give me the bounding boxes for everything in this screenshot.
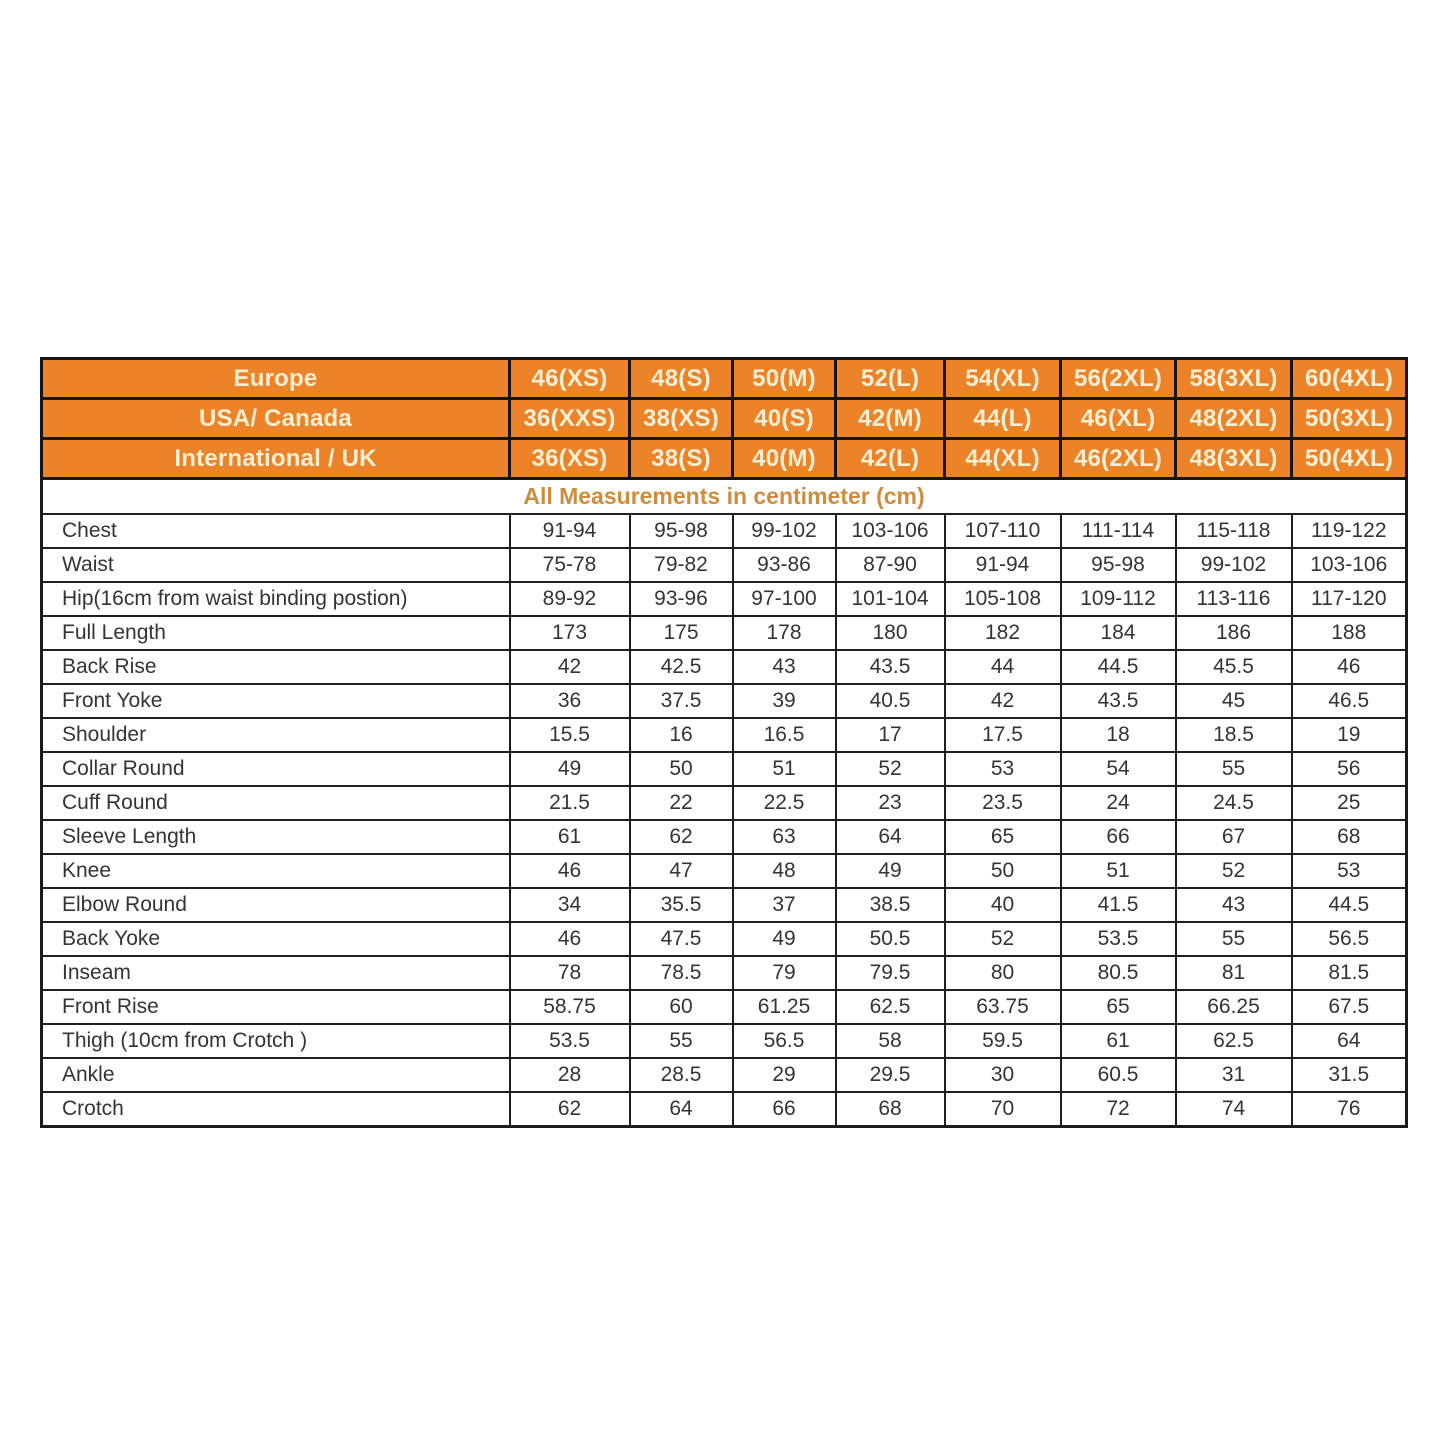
size-cell: 50(3XL) (1292, 399, 1407, 439)
measurement-value: 80 (945, 956, 1061, 990)
measurement-value: 19 (1292, 718, 1407, 752)
size-cell: 48(3XL) (1176, 439, 1292, 479)
measurement-value: 67 (1176, 820, 1292, 854)
measurement-value: 58 (836, 1024, 945, 1058)
measurement-value: 17.5 (945, 718, 1061, 752)
measurement-value: 55 (1176, 752, 1292, 786)
size-cell: 50(4XL) (1292, 439, 1407, 479)
measurement-row (42, 922, 1407, 956)
measurement-value: 66 (733, 1092, 836, 1127)
measurement-label: Cuff Round (42, 786, 510, 820)
measurement-value: 64 (1292, 1024, 1407, 1058)
measurement-value: 18.5 (1176, 718, 1292, 752)
measurement-value: 188 (1292, 616, 1407, 650)
measurement-label: Full Length (42, 616, 510, 650)
measurement-value: 51 (733, 752, 836, 786)
measurement-row (42, 990, 1407, 1024)
measurement-label: Crotch (42, 1092, 510, 1127)
measurement-value: 18 (1061, 718, 1176, 752)
measurement-value: 99-102 (1176, 548, 1292, 582)
size-cell: 52(L) (836, 359, 945, 399)
measurement-value: 53 (1292, 854, 1407, 888)
measurement-row (42, 854, 1407, 888)
measurement-value: 55 (1176, 922, 1292, 956)
measurement-value: 60.5 (1061, 1058, 1176, 1092)
measurement-label: Ankle (42, 1058, 510, 1092)
measurement-row (42, 820, 1407, 854)
size-cell: 46(XL) (1061, 399, 1176, 439)
measurement-label: Back Rise (42, 650, 510, 684)
size-cell: 48(2XL) (1176, 399, 1292, 439)
measurement-value: 50 (630, 752, 733, 786)
measurement-value: 43.5 (1061, 684, 1176, 718)
measurement-value: 24 (1061, 786, 1176, 820)
measurement-value: 79.5 (836, 956, 945, 990)
measurement-value: 93-86 (733, 548, 836, 582)
measurement-value: 62.5 (1176, 1024, 1292, 1058)
measurement-value: 16.5 (733, 718, 836, 752)
size-cell: 46(2XL) (1061, 439, 1176, 479)
measurement-value: 43 (1176, 888, 1292, 922)
measurement-value: 40 (945, 888, 1061, 922)
measurement-value: 56 (1292, 752, 1407, 786)
size-cell: 58(3XL) (1176, 359, 1292, 399)
measurement-value: 95-98 (630, 514, 733, 548)
measurement-value: 49 (836, 854, 945, 888)
measurement-value: 28.5 (630, 1058, 733, 1092)
measurement-label: Front Yoke (42, 684, 510, 718)
measurement-value: 70 (945, 1092, 1061, 1127)
measurement-value: 103-106 (1292, 548, 1407, 582)
measurement-value: 62 (510, 1092, 630, 1127)
measurement-value: 173 (510, 616, 630, 650)
measurement-value: 17 (836, 718, 945, 752)
measurement-value: 39 (733, 684, 836, 718)
measurement-value: 43 (733, 650, 836, 684)
measurement-value: 48 (733, 854, 836, 888)
measurement-value: 65 (945, 820, 1061, 854)
measurement-value: 61 (1061, 1024, 1176, 1058)
measurement-value: 74 (1176, 1092, 1292, 1127)
measurement-value: 37 (733, 888, 836, 922)
measurement-value: 115-118 (1176, 514, 1292, 548)
measurement-row (42, 616, 1407, 650)
measurement-label: Shoulder (42, 718, 510, 752)
measurement-value: 53.5 (1061, 922, 1176, 956)
measurement-label: Thigh (10cm from Crotch ) (42, 1024, 510, 1058)
measurement-value: 107-110 (945, 514, 1061, 548)
size-chart-table (40, 357, 1408, 1128)
measurement-label: Back Yoke (42, 922, 510, 956)
measurement-value: 89-92 (510, 582, 630, 616)
measurement-value: 75-78 (510, 548, 630, 582)
measurement-value: 105-108 (945, 582, 1061, 616)
measurement-value: 76 (1292, 1092, 1407, 1127)
measurement-value: 182 (945, 616, 1061, 650)
measurement-value: 52 (945, 922, 1061, 956)
measurement-row (42, 1092, 1407, 1127)
measurement-value: 79-82 (630, 548, 733, 582)
region-label: USA/ Canada (42, 399, 510, 439)
measurement-value: 186 (1176, 616, 1292, 650)
measurement-value: 40.5 (836, 684, 945, 718)
measurement-value: 52 (1176, 854, 1292, 888)
measurement-value: 47 (630, 854, 733, 888)
measurement-value: 72 (1061, 1092, 1176, 1127)
measurement-value: 46.5 (1292, 684, 1407, 718)
measurement-row (42, 1024, 1407, 1058)
size-cell: 48(S) (630, 359, 733, 399)
measurement-value: 64 (836, 820, 945, 854)
measurement-value: 41.5 (1061, 888, 1176, 922)
measurement-value: 36 (510, 684, 630, 718)
measurement-value: 119-122 (1292, 514, 1407, 548)
size-cell: 36(XS) (510, 439, 630, 479)
measurement-label: Waist (42, 548, 510, 582)
measurement-value: 63.75 (945, 990, 1061, 1024)
measurement-value: 50.5 (836, 922, 945, 956)
size-cell: 60(4XL) (1292, 359, 1407, 399)
measurement-value: 178 (733, 616, 836, 650)
measurement-value: 21.5 (510, 786, 630, 820)
measurement-value: 43.5 (836, 650, 945, 684)
measurement-row (42, 650, 1407, 684)
measurement-value: 61.25 (733, 990, 836, 1024)
measurement-row (42, 1058, 1407, 1092)
measurement-label: Sleeve Length (42, 820, 510, 854)
measurement-value: 67.5 (1292, 990, 1407, 1024)
size-cell: 40(S) (733, 399, 836, 439)
measurement-value: 62.5 (836, 990, 945, 1024)
size-header-row (42, 399, 1407, 439)
measurement-value: 45.5 (1176, 650, 1292, 684)
units-note-row (42, 479, 1407, 515)
size-header-row (42, 439, 1407, 479)
measurement-value: 66.25 (1176, 990, 1292, 1024)
measurement-value: 59.5 (945, 1024, 1061, 1058)
measurement-value: 87-90 (836, 548, 945, 582)
measurement-value: 103-106 (836, 514, 945, 548)
measurement-value: 52 (836, 752, 945, 786)
measurement-value: 97-100 (733, 582, 836, 616)
measurement-value: 175 (630, 616, 733, 650)
measurement-value: 45 (1176, 684, 1292, 718)
measurement-value: 30 (945, 1058, 1061, 1092)
measurement-label: Inseam (42, 956, 510, 990)
measurement-value: 101-104 (836, 582, 945, 616)
size-cell: 44(L) (945, 399, 1061, 439)
measurement-value: 15.5 (510, 718, 630, 752)
size-cell: 54(XL) (945, 359, 1061, 399)
size-cell: 50(M) (733, 359, 836, 399)
measurement-value: 55 (630, 1024, 733, 1058)
measurement-value: 38.5 (836, 888, 945, 922)
size-cell: 42(M) (836, 399, 945, 439)
measurement-row (42, 582, 1407, 616)
measurement-value: 23.5 (945, 786, 1061, 820)
measurement-row (42, 548, 1407, 582)
measurement-value: 34 (510, 888, 630, 922)
measurement-value: 28 (510, 1058, 630, 1092)
measurement-row (42, 514, 1407, 548)
measurement-value: 68 (1292, 820, 1407, 854)
measurement-value: 46 (1292, 650, 1407, 684)
measurement-value: 80.5 (1061, 956, 1176, 990)
measurement-value: 180 (836, 616, 945, 650)
size-cell: 38(XS) (630, 399, 733, 439)
measurement-value: 42 (510, 650, 630, 684)
measurement-value: 99-102 (733, 514, 836, 548)
measurement-value: 53.5 (510, 1024, 630, 1058)
measurement-value: 24.5 (1176, 786, 1292, 820)
measurement-value: 56.5 (1292, 922, 1407, 956)
measurement-value: 81 (1176, 956, 1292, 990)
measurement-row (42, 752, 1407, 786)
measurement-value: 22 (630, 786, 733, 820)
measurement-value: 44 (945, 650, 1061, 684)
measurement-value: 42.5 (630, 650, 733, 684)
measurement-value: 37.5 (630, 684, 733, 718)
measurement-label: Front Rise (42, 990, 510, 1024)
units-note: All Measurements in centimeter (cm) (42, 479, 1407, 515)
measurement-value: 49 (733, 922, 836, 956)
measurement-value: 31.5 (1292, 1058, 1407, 1092)
measurement-value: 61 (510, 820, 630, 854)
measurement-value: 44.5 (1292, 888, 1407, 922)
measurement-row (42, 786, 1407, 820)
measurement-value: 78 (510, 956, 630, 990)
measurement-value: 66 (1061, 820, 1176, 854)
size-cell: 38(S) (630, 439, 733, 479)
measurement-label: Elbow Round (42, 888, 510, 922)
measurement-value: 56.5 (733, 1024, 836, 1058)
measurement-value: 29 (733, 1058, 836, 1092)
measurement-value: 35.5 (630, 888, 733, 922)
measurement-value: 46 (510, 854, 630, 888)
measurement-value: 65 (1061, 990, 1176, 1024)
measurement-value: 113-116 (1176, 582, 1292, 616)
measurement-row (42, 684, 1407, 718)
measurement-label: Knee (42, 854, 510, 888)
measurement-value: 109-112 (1061, 582, 1176, 616)
measurement-value: 22.5 (733, 786, 836, 820)
measurement-value: 78.5 (630, 956, 733, 990)
measurement-value: 49 (510, 752, 630, 786)
measurement-value: 23 (836, 786, 945, 820)
measurement-value: 53 (945, 752, 1061, 786)
measurement-value: 51 (1061, 854, 1176, 888)
measurement-value: 31 (1176, 1058, 1292, 1092)
measurement-row (42, 888, 1407, 922)
measurement-row (42, 718, 1407, 752)
measurement-value: 64 (630, 1092, 733, 1127)
measurement-row (42, 956, 1407, 990)
measurement-value: 79 (733, 956, 836, 990)
measurement-value: 47.5 (630, 922, 733, 956)
measurement-value: 25 (1292, 786, 1407, 820)
measurement-value: 42 (945, 684, 1061, 718)
measurement-value: 54 (1061, 752, 1176, 786)
measurement-value: 50 (945, 854, 1061, 888)
measurement-value: 16 (630, 718, 733, 752)
measurement-value: 44.5 (1061, 650, 1176, 684)
measurement-value: 60 (630, 990, 733, 1024)
region-label: International / UK (42, 439, 510, 479)
measurement-value: 58.75 (510, 990, 630, 1024)
measurement-value: 184 (1061, 616, 1176, 650)
measurement-value: 63 (733, 820, 836, 854)
size-cell: 56(2XL) (1061, 359, 1176, 399)
size-cell: 42(L) (836, 439, 945, 479)
region-label: Europe (42, 359, 510, 399)
measurement-value: 91-94 (945, 548, 1061, 582)
measurement-label: Chest (42, 514, 510, 548)
size-cell: 40(M) (733, 439, 836, 479)
measurement-value: 93-96 (630, 582, 733, 616)
size-cell: 44(XL) (945, 439, 1061, 479)
size-header-row (42, 359, 1407, 399)
measurement-value: 111-114 (1061, 514, 1176, 548)
measurement-label: Collar Round (42, 752, 510, 786)
measurement-value: 29.5 (836, 1058, 945, 1092)
measurement-value: 62 (630, 820, 733, 854)
measurement-value: 117-120 (1292, 582, 1407, 616)
measurement-label: Hip(16cm from waist binding postion) (42, 582, 510, 616)
size-cell: 46(XS) (510, 359, 630, 399)
measurement-value: 81.5 (1292, 956, 1407, 990)
measurement-value: 46 (510, 922, 630, 956)
measurement-value: 68 (836, 1092, 945, 1127)
measurement-value: 95-98 (1061, 548, 1176, 582)
measurement-value: 91-94 (510, 514, 630, 548)
size-cell: 36(XXS) (510, 399, 630, 439)
